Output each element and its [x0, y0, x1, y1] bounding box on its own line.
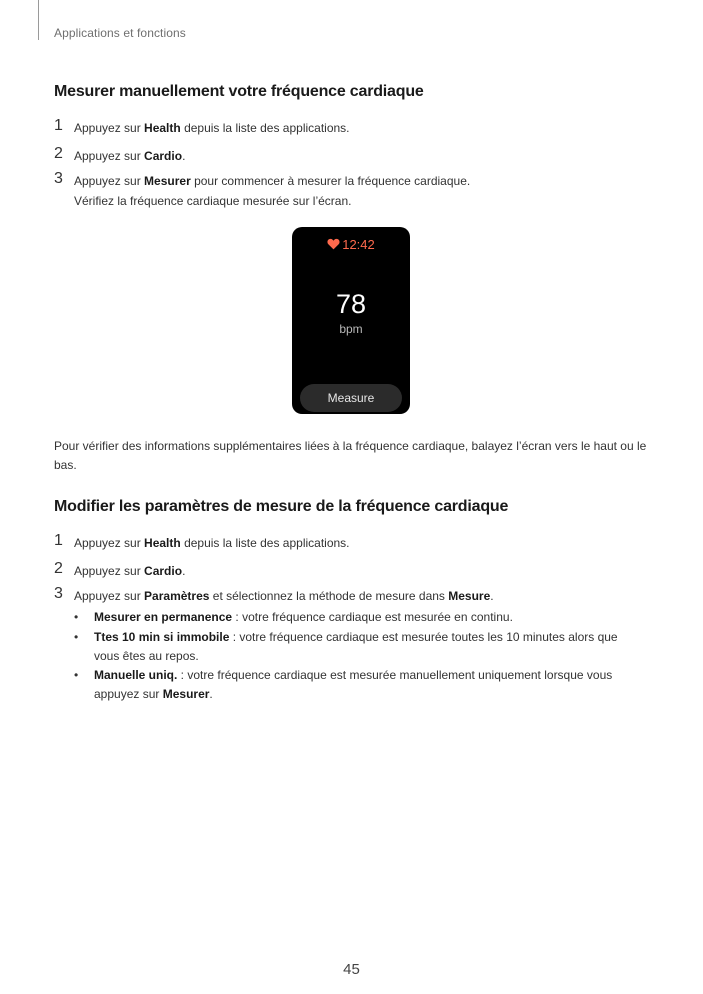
step-number: 3 — [54, 170, 63, 187]
heart-rate-unit: bpm — [339, 322, 363, 336]
step-text: Appuyez sur Mesurer pour commencer à mesurer la fréquence cardiaque. Vérifiez la fréquence cardiaque mesurée sur l’écran. — [74, 174, 471, 208]
step-text: Appuyez sur Paramètres et sélectionnez la méthode de mesure dans Mesure. — [74, 589, 494, 603]
heart-icon — [327, 238, 340, 250]
bullet-icon: • — [74, 630, 79, 644]
header-divider — [38, 0, 39, 40]
step-number: 2 — [54, 560, 63, 577]
measure-button[interactable]: Measure — [300, 384, 402, 412]
heart-rate-value: 78 — [335, 289, 367, 319]
bullet-icon: • — [74, 668, 79, 682]
step-text: Appuyez sur Cardio. — [74, 149, 186, 163]
bullet-text: Mesurer en permanence : votre fréquence cardiaque est mesurée en continu. — [94, 610, 513, 624]
section-title-settings: Modifier les paramètres de mesure de la fréquence cardiaque — [54, 498, 509, 515]
bullet-text: Manuelle uniq. : votre fréquence cardiaque est mesurée manuellement uniquement lorsque vous appuyez sur Mesurer. — [94, 668, 613, 701]
section-title-measure-manual: Mesurer manuellement votre fréquence cardiaque — [54, 83, 424, 100]
step-number: 2 — [54, 145, 63, 162]
section-header: Applications et fonctions — [54, 26, 186, 40]
page-number: 45 — [343, 961, 360, 978]
watch-screen — [292, 227, 410, 414]
step-number: 3 — [54, 585, 63, 602]
swipe-note: Pour vérifier des informations supplémentaires liées à la fréquence cardiaque, balayez l’écran vers le haut ou le bas. — [54, 439, 647, 472]
step-text: Appuyez sur Cardio. — [74, 564, 186, 578]
watch-time-text: 12:42 — [342, 237, 375, 252]
bullet-text: Ttes 10 min si immobile : votre fréquence cardiaque est mesurée toutes les 10 minutes alors que vous êtes au repos. — [94, 630, 618, 663]
step-number: 1 — [54, 532, 63, 549]
watch-status-time — [292, 237, 410, 252]
step-number: 1 — [54, 117, 63, 134]
bullet-icon: • — [74, 610, 79, 624]
step-text: Appuyez sur Health depuis la liste des applications. — [74, 121, 350, 135]
step-text: Appuyez sur Health depuis la liste des applications. — [74, 536, 350, 550]
